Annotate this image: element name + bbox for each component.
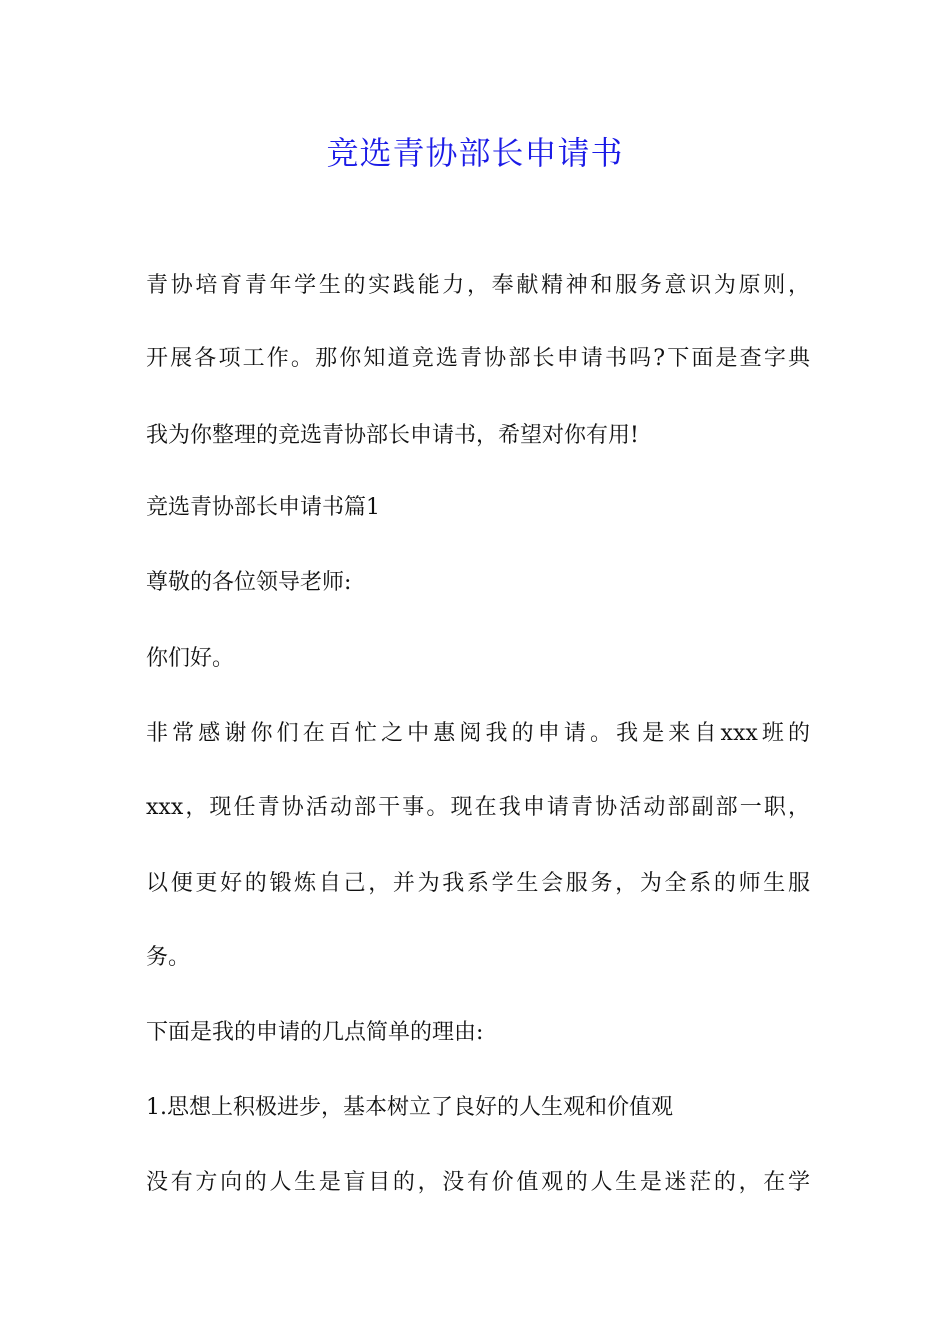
body-line-3: 我为你整理的竞选青协部长申请书，希望对你有用! [146, 423, 639, 448]
body-line-8: xxx，现任青协活动部干事。现在我申请青协活动部副部一职， [146, 795, 810, 820]
salutation: 尊敬的各位领导老师: [146, 570, 352, 595]
body-line-7: 非常感谢你们在百忙之中惠阅我的申请。我是来自xxx班的 [146, 721, 810, 746]
document-title: 竞选青协部长申请书 [326, 134, 624, 172]
section-heading: 竞选青协部长申请书篇1 [146, 495, 380, 520]
body-line-10: 务。 [146, 945, 191, 970]
body-line-9: 以便更好的锻炼自己，并为我系学生会服务，为全系的师生服 [146, 871, 810, 896]
body-line-11: 下面是我的申请的几点简单的理由: [146, 1020, 484, 1045]
body-line-13: 没有方向的人生是盲目的，没有价值观的人生是迷茫的，在学 [146, 1170, 810, 1195]
greeting: 你们好。 [146, 646, 235, 671]
list-item-1: 1.思想上积极进步，基本树立了良好的人生观和价值观 [146, 1095, 673, 1120]
body-line-2: 开展各项工作。那你知道竞选青协部长申请书吗?下面是查字典 [146, 346, 810, 371]
body-line-1: 青协培育青年学生的实践能力，奉献精神和服务意识为原则， [146, 273, 810, 298]
